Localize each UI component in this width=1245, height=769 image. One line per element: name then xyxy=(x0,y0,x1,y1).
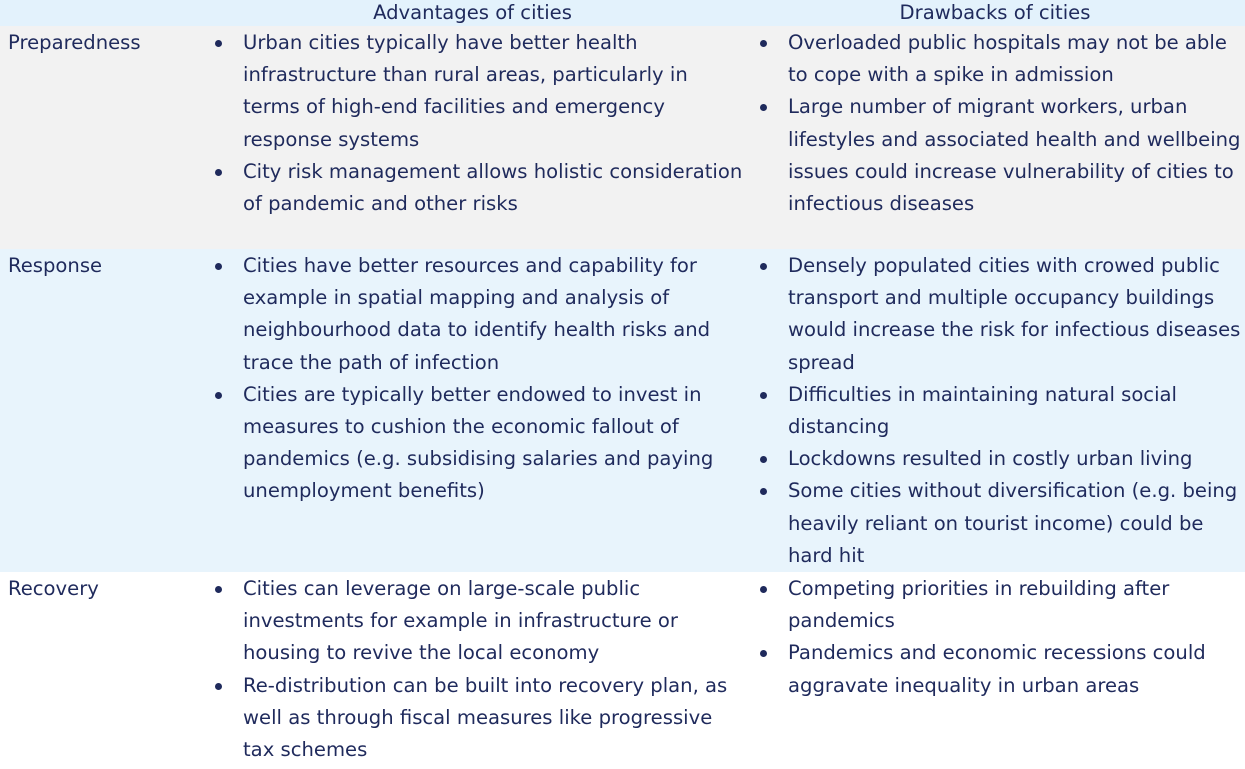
bullet-icon xyxy=(760,650,767,657)
bullet-icon xyxy=(760,263,767,270)
bullet-item xyxy=(745,250,1245,379)
row-recovery xyxy=(0,572,1245,769)
header-row xyxy=(0,0,1245,26)
row-preparedness xyxy=(0,26,1245,249)
bullet-item xyxy=(745,379,1245,443)
bullet-icon xyxy=(760,586,767,593)
bullet-text: City risk management allows holistic consideration of pandemic and other risks xyxy=(243,159,743,216)
drawbacks-cell xyxy=(745,26,1245,249)
bullet-icon xyxy=(215,392,222,399)
bullet-text: Cities are typically better endowed to invest in measures to cushion the economic fallout of pandemics (e.g. subsidising salaries and paying unemployment benefits) xyxy=(243,382,714,503)
bullet-icon xyxy=(760,488,767,495)
bullet-item xyxy=(200,156,745,220)
advantages-cell xyxy=(200,249,745,572)
header-drawbacks: Drawbacks of cities xyxy=(745,0,1245,26)
bullet-icon xyxy=(760,456,767,463)
bullet-item xyxy=(745,91,1245,220)
bullet-item xyxy=(200,670,745,767)
bullet-text: Large number of migrant workers, urban lifestyles and associated health and wellbeing issues could increase vulnerability of cities to infectious diseases xyxy=(788,95,1241,216)
bullet-item xyxy=(200,27,745,156)
row-label: Recovery xyxy=(0,572,200,769)
bullet-text: Cities can leverage on large-scale public investments for example in infrastructure or housing to revive the local economy xyxy=(243,577,678,665)
bullet-icon xyxy=(215,40,222,47)
row-label: Response xyxy=(0,249,200,572)
header-blank xyxy=(0,0,200,26)
advantages-cell xyxy=(200,26,745,249)
header-advantages: Advantages of cities xyxy=(200,0,745,26)
row-response xyxy=(0,249,1245,572)
advantages-cell xyxy=(200,572,745,769)
bullet-item xyxy=(745,573,1245,637)
bullet-icon xyxy=(215,263,222,270)
bullet-text: Pandemics and economic recessions could aggravate inequality in urban areas xyxy=(788,641,1206,697)
row-label: Preparedness xyxy=(0,26,200,249)
bullet-item xyxy=(200,379,745,508)
bullet-item xyxy=(745,637,1245,701)
bullet-text: Lockdowns resulted in costly urban living xyxy=(788,447,1193,471)
drawbacks-cell xyxy=(745,249,1245,572)
bullet-item xyxy=(745,443,1245,475)
bullet-icon xyxy=(215,586,222,593)
bullet-item xyxy=(200,250,745,379)
bullet-text: Difficulties in maintaining natural social distancing xyxy=(788,382,1177,439)
bullet-icon xyxy=(760,392,767,399)
bullet-icon xyxy=(760,40,767,47)
bullet-icon xyxy=(760,104,767,111)
bullet-text: Cities have better resources and capability for example in spatial mapping and analysis of neighbourhood data to identify health risks and trace the path of infection xyxy=(243,254,711,374)
bullet-text: Competing priorities in rebuilding after pandemics xyxy=(788,577,1170,633)
bullet-icon xyxy=(215,169,222,176)
bullet-text: Urban cities typically have better health infrastructure than rural areas, particularly in terms of high-end facilities and emergency response systems xyxy=(243,31,688,151)
bullet-text: Densely populated cities with crowed public transport and multiple occupancy buildings would increase the risk for infectious diseases spread xyxy=(788,254,1241,374)
bullet-text: Overloaded public hospitals may not be able to cope with a spike in admission xyxy=(788,31,1227,87)
bullet-item xyxy=(745,475,1245,572)
bullet-text: Re-distribution can be built into recovery plan, as well as through fiscal measures like progressive tax schemes xyxy=(243,673,728,762)
bullet-item xyxy=(200,573,745,670)
bullet-item xyxy=(745,27,1245,91)
drawbacks-cell xyxy=(745,572,1245,769)
bullet-text: Some cities without diversification (e.g. being heavily reliant on tourist income) could be hard hit xyxy=(788,479,1238,567)
bullet-icon xyxy=(215,683,222,690)
